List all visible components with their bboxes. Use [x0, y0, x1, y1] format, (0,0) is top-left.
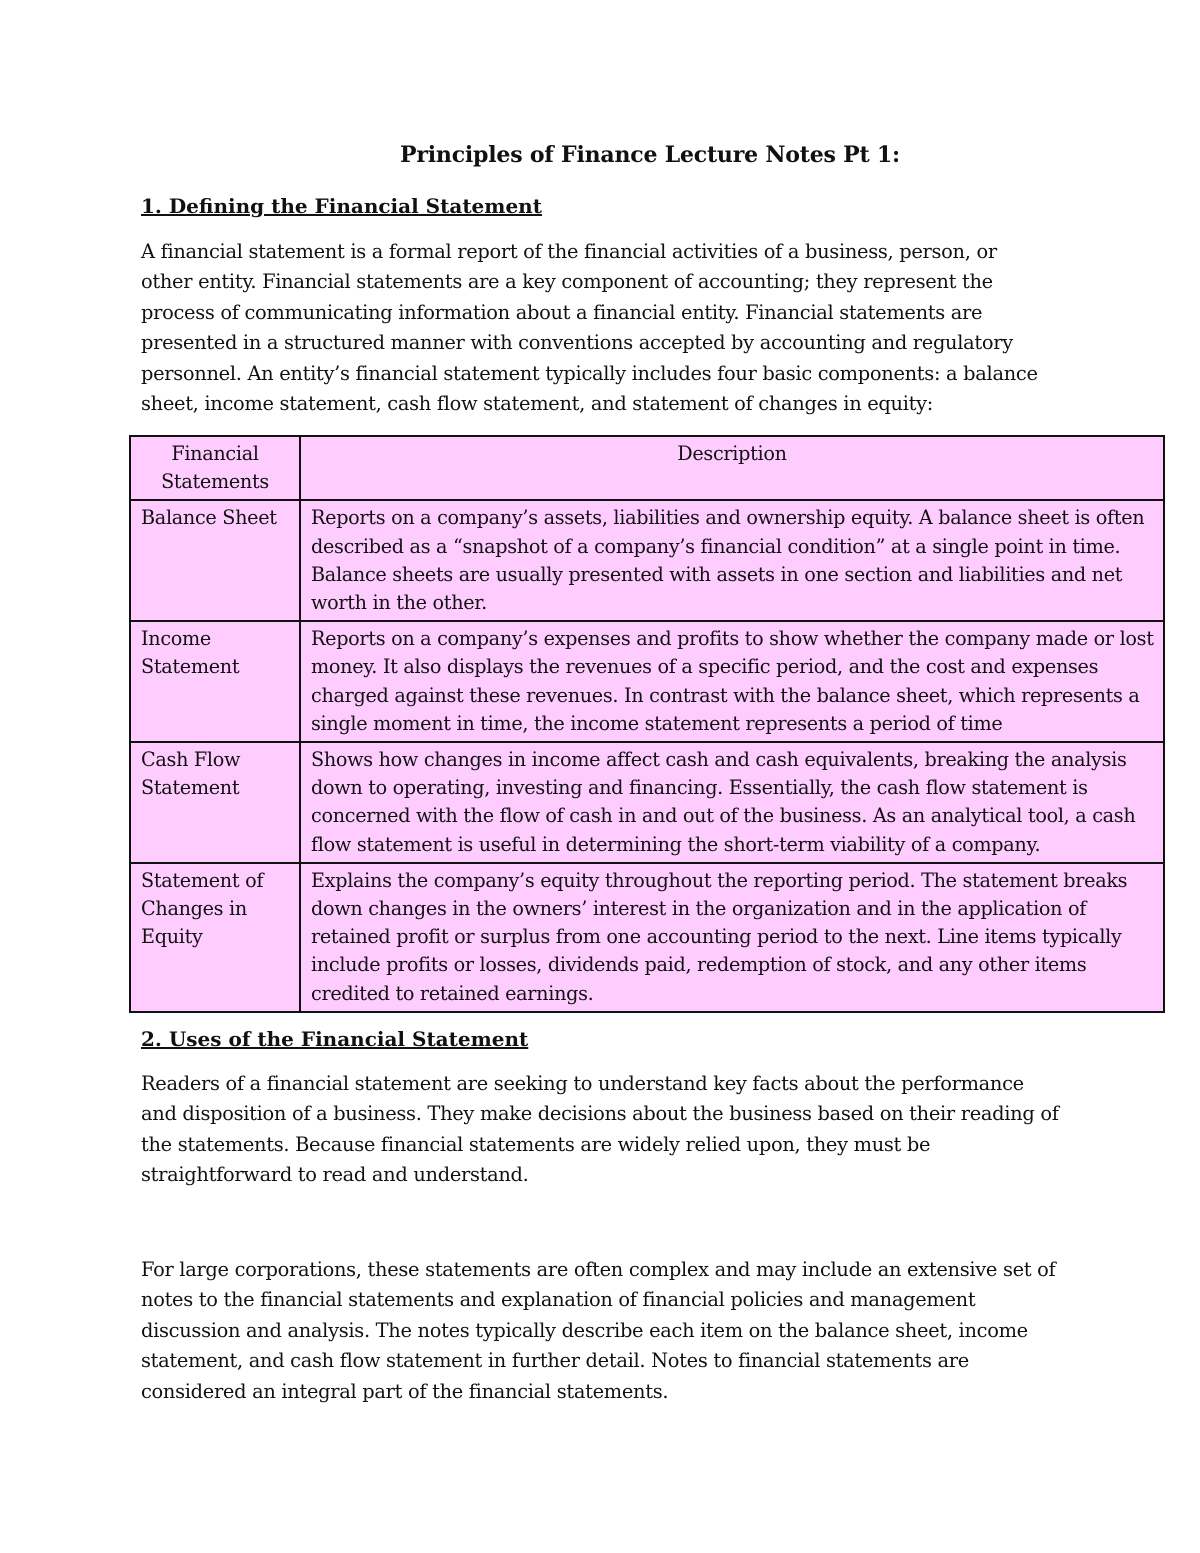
section-1-heading: 1. Defining the Financial Statement — [141, 194, 542, 218]
table-row — [130, 742, 1164, 863]
statement-description-cell: Reports on a company’s expenses and profits to show whether the company made or lost money. It also displays the revenues of a specific period, and the cost and expenses charged against these revenues. In contrast with the balance sheet, which represents a single moment in time, the income statement represents a period of time — [300, 621, 1164, 742]
statement-name-cell: Balance Sheet — [130, 500, 300, 621]
section-1-paragraph: A financial statement is a formal report of the financial activities of a business, person, or other entity. Financial statements are a key component of accounting; they represent the process of communicating information about a financial entity. Financial statements are presented in a structured manner with conventions accepted by accounting and regulatory personnel. An entity’s financial statement typically includes four basic components: a balance sheet, income statement, cash flow statement, and statement of changes in equity: — [141, 240, 1038, 416]
table-header-row — [130, 436, 1164, 500]
document-title: Principles of Finance Lecture Notes Pt 1: — [400, 142, 900, 168]
statement-description-cell: Reports on a company’s assets, liabilities and ownership equity. A balance sheet is often described as a “snapshot of a company’s financial condition” at a single point in time. Balance sheets are usually presented with assets in one section and liabilities and net worth in the other. — [300, 500, 1164, 621]
table-header-financial-statements: Financial Statements — [130, 436, 300, 500]
table-row — [130, 500, 1164, 621]
statement-name-cell: Income Statement — [130, 621, 300, 742]
section-2-paragraph-1: Readers of a financial statement are seeking to understand key facts about the performance and disposition of a business. They make decisions about the business based on their reading of the statements. Because financial statements are widely relied upon, they must be straightforward to read and understand. — [141, 1072, 1059, 1187]
table-header-description: Description — [300, 436, 1164, 500]
statement-description-cell: Shows how changes in income affect cash and cash equivalents, breaking the analysis down to operating, investing and financing. Essentially, the cash flow statement is concerned with the flow of cash in and out of the business. As an analytical tool, a cash flow statement is useful in determining the short-term viability of a company. — [300, 742, 1164, 863]
statement-name-cell: Cash Flow Statement — [130, 742, 300, 863]
table-row — [130, 863, 1164, 1012]
section-2-paragraph-2: For large corporations, these statements are often complex and may include an extensive set of notes to the financial statements and explanation of financial policies and management discussion and analysis. The notes typically describe each item on the balance sheet, income statement, and cash flow statement in further detail. Notes to financial statements are considered an integral part of the financial statements. — [141, 1258, 1056, 1403]
financial-statements-table — [129, 435, 1165, 1013]
table-row — [130, 621, 1164, 742]
statement-description-cell: Explains the company’s equity throughout the reporting period. The statement breaks down changes in the owners’ interest in the organization and in the application of retained profit or surplus from one accounting period to the next. Line items typically include profits or losses, dividends paid, redemption of stock, and any other items credited to retained earnings. — [300, 863, 1164, 1012]
section-2-heading: 2. Uses of the Financial Statement — [141, 1027, 529, 1051]
statement-name-cell: Statement of Changes in Equity — [130, 863, 300, 1012]
